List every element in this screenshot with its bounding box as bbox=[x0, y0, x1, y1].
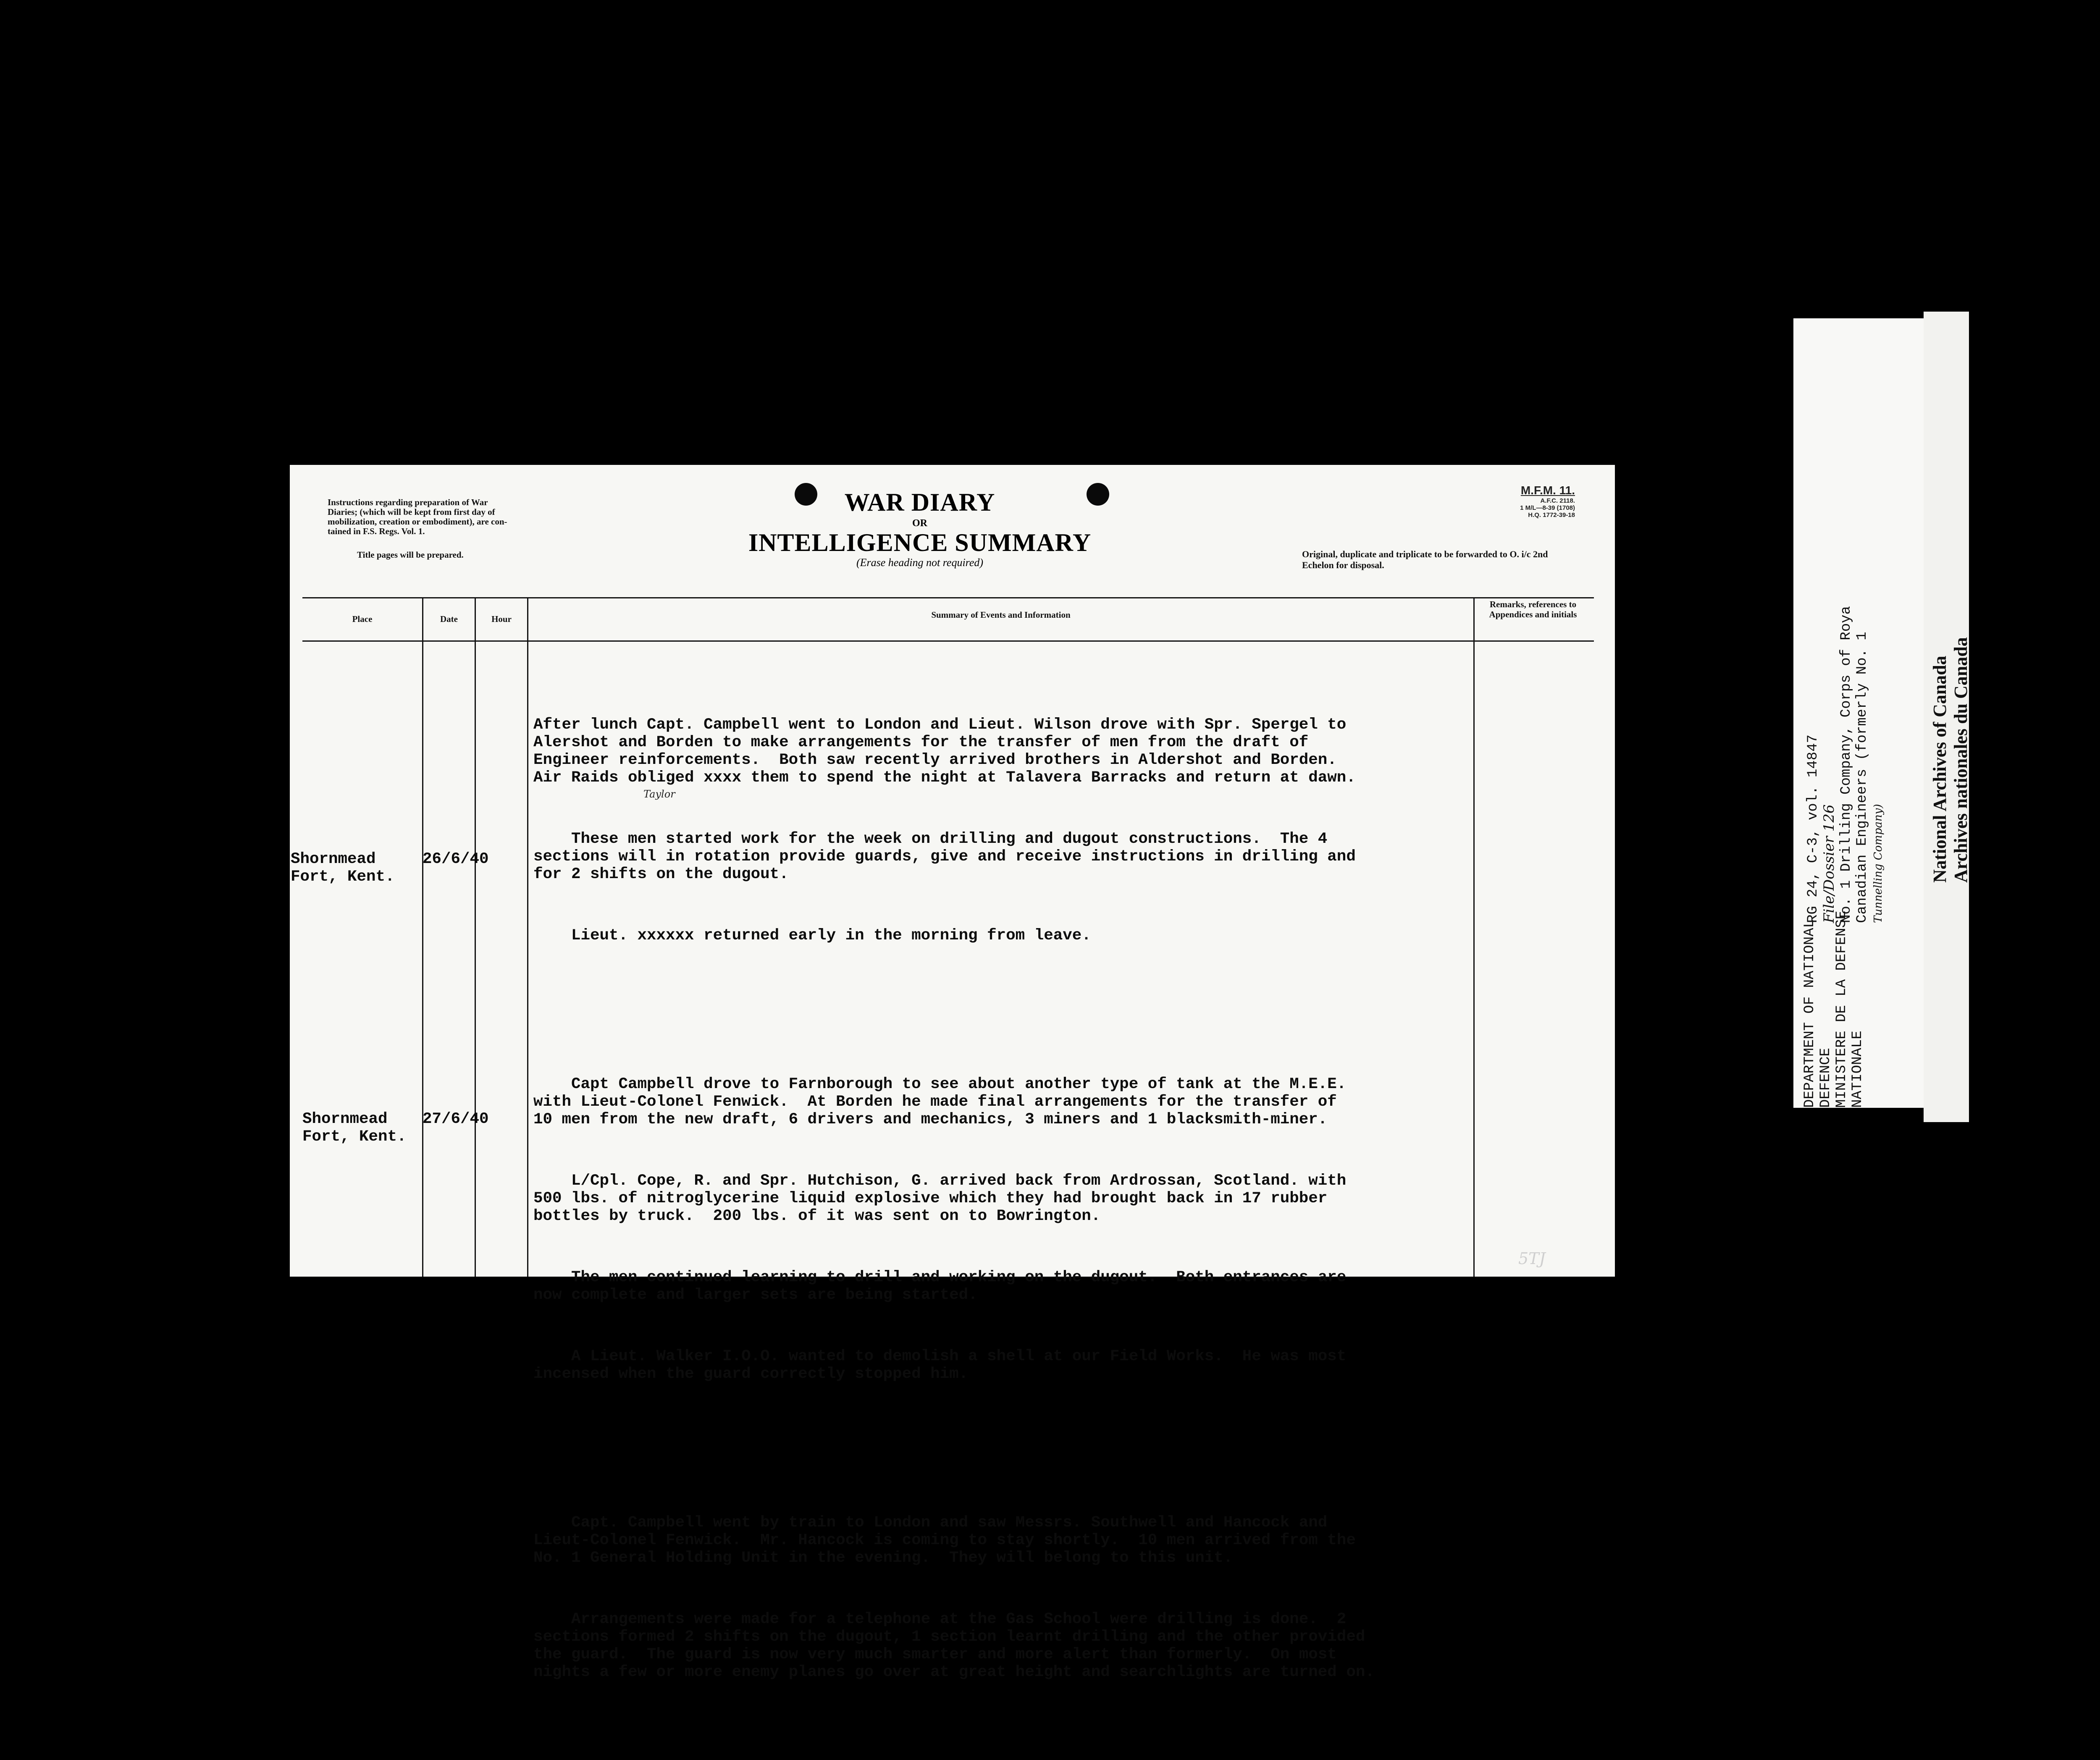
column-divider bbox=[527, 597, 528, 1277]
title-erase-note: (Erase heading not required) bbox=[856, 556, 984, 569]
entry-paragraph: The men continued learning to drill and working on the dugout. Both entrances are now complete and larger sets are being started. bbox=[533, 1269, 1347, 1304]
instructions-line: Instructions regarding preparation of War bbox=[328, 497, 488, 507]
title-or: OR bbox=[912, 518, 927, 529]
form-number: M.F.M. 11. bbox=[1520, 484, 1575, 497]
handwritten-page-mark: 5TJ bbox=[1518, 1249, 1546, 1268]
column-header-summary: Summary of Events and Information bbox=[931, 610, 1071, 620]
title-intelligence-summary: INTELLIGENCE SUMMARY bbox=[748, 529, 1092, 556]
diary-entry bbox=[533, 1040, 1457, 1443]
form-code: H.Q. 1772-39-18 bbox=[1528, 511, 1575, 519]
form-title bbox=[731, 488, 1109, 569]
entry-paragraph: Lieut. xxxxxx returned early in the morning from leave. bbox=[533, 927, 1091, 944]
entry-date: 26/6/40 bbox=[423, 850, 489, 868]
table-header-rule bbox=[302, 640, 1594, 642]
department-line: DEPARTMENT OF NATIONAL bbox=[1802, 919, 1818, 1108]
column-divider bbox=[475, 597, 476, 1277]
department-line: DEFENCE bbox=[1818, 1048, 1834, 1108]
instructions-note bbox=[328, 498, 580, 536]
entry-paragraph: Arrangements were made for a telephone at the Gas School were drilling is done. 2 sections formed 2 shifts on the dugout, 1 section learnt drilling and the other provided the guard. The guard is now very much smarter and more alert than formerly. On most nights a few or more enemy planes go over at great height and searchlights are turned on. bbox=[533, 1610, 1375, 1681]
form-code: A.F.C. 2118. bbox=[1540, 497, 1575, 504]
column-header-hour: Hour bbox=[491, 614, 512, 624]
instructions-line: tained in F.S. Regs. Vol. 1. bbox=[328, 526, 425, 536]
diary-entry bbox=[533, 681, 1457, 1005]
entry-paragraph: A Lieut. Walker I.O.O. wanted to demolish a shell at our Field Works. He was most incensed when the guard correctly stopped him. bbox=[533, 1348, 1347, 1383]
table-top-rule bbox=[302, 597, 1594, 598]
summary-of-events bbox=[533, 645, 1457, 1760]
column-divider bbox=[1473, 597, 1475, 1277]
entry-place: Shornmead Fort, Kent. bbox=[302, 1110, 407, 1146]
department-line: NATIONALE bbox=[1850, 1031, 1866, 1108]
reference-line: RG 24, C-3, vol. 14847 bbox=[1805, 734, 1821, 923]
forwarding-note: Original, duplicate and triplicate to be forwarded to O. i/c 2nd Echelon for disposal. bbox=[1302, 549, 1548, 570]
entry-paragraph: These men started work for the week on drilling and dugout constructions. The 4 sections will in rotation provide guards, give and receive instructions in drilling and for 2 shifts on the dugout. bbox=[533, 830, 1356, 883]
instructions-line: mobilization, creation or embodiment), are con- bbox=[328, 517, 507, 527]
reference-line: Tunnelling Company) bbox=[1872, 804, 1885, 923]
reference-line: No. 1 Drilling Company, Corps of Roya bbox=[1838, 606, 1854, 923]
reference-line: File/Dossier 126 bbox=[1821, 804, 1838, 923]
entry-paragraph: After lunch Capt. Campbell went to London and Lieut. Wilson drove with Spr. Spergel to Alershot and Borden to make arrangements for the transfer of men from the draft of Engineer reinforcements. Both saw recently arrived brothers in Aldershot and Borden. Air Raids obliged xxxx them to spend the night at Talavera Barracks and return at dawn. bbox=[533, 716, 1356, 787]
archive-reference-label bbox=[1793, 318, 1924, 1108]
column-header-date: Date bbox=[440, 614, 458, 624]
national-archives-strip bbox=[1924, 312, 1969, 1122]
department-text bbox=[1802, 911, 1866, 1108]
reference-line: Canadian Engineers (formerly No. 1 bbox=[1854, 632, 1870, 923]
archive-reference-text bbox=[1805, 606, 1886, 923]
title-war-diary: WAR DIARY bbox=[844, 488, 995, 516]
handwritten-name-insert: Taylor bbox=[643, 788, 675, 800]
column-divider bbox=[422, 597, 423, 1277]
form-number-block bbox=[1520, 484, 1575, 519]
archives-line: Archives nationales du Canada bbox=[1950, 637, 1971, 883]
column-header-remarks: Remarks, references to Appendices and initials bbox=[1489, 599, 1577, 619]
national-archives-text bbox=[1929, 637, 1971, 883]
war-diary-sheet bbox=[290, 465, 1615, 1681]
entry-date: 27/6/40 bbox=[423, 1110, 489, 1128]
instructions-line: Diaries; (which will be kept from first day of bbox=[328, 507, 495, 517]
title-pages-note: Title pages will be prepared. bbox=[357, 550, 464, 560]
entry-paragraph: Capt. Campbell went by train to London and saw Messrs. Southwell and Hancock and Lieut-Colonel Fenwick. Mr. Hancock is coming to stay shortly. 10 men arrived from the No. 1 General Holding Unit in the evening. They will belong to this unit. bbox=[533, 1514, 1356, 1567]
diary-entry bbox=[533, 1479, 1457, 1725]
archives-line: National Archives of Canada bbox=[1929, 656, 1950, 883]
column-header-place: Place bbox=[352, 614, 373, 624]
entry-paragraph: Capt Campbell drove to Farnborough to see about another type of tank at the M.E.E. with Lieut-Colonel Fenwick. At Borden he made final arrangements for the transfer of 10 men from the new draft, 6 drivers and mechanics, 3 miners and 1 blacksmith-miner. bbox=[533, 1075, 1347, 1128]
entry-place: Shornmead Fort, Kent. bbox=[291, 850, 395, 886]
entry-paragraph: L/Cpl. Cope, R. and Spr. Hutchison, G. arrived back from Ardrossan, Scotland. with 500 lbs. of nitroglycerine liquid explosive which they had brought back in 17 rubber bottles by truck. 200 lbs. of it was sent on to Bowrington. bbox=[533, 1172, 1347, 1225]
form-code: 1 M/L—8-39 (1708) bbox=[1520, 504, 1575, 511]
department-line: MINISTERE DE LA DEFENSE bbox=[1834, 910, 1850, 1108]
